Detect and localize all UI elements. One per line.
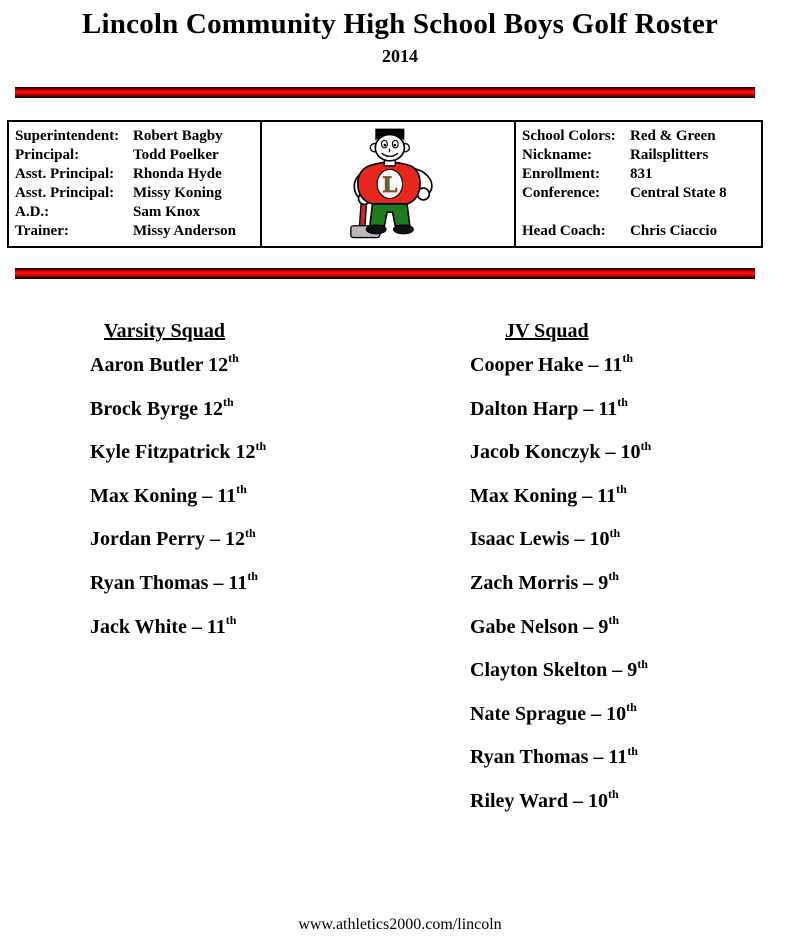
player-entry: [470, 614, 651, 640]
player-name: Dalton Harp – 11: [470, 397, 618, 420]
head-coach-label: Head Coach:: [522, 223, 606, 239]
staff-label: Principal:: [15, 147, 80, 163]
staff-row: [15, 203, 256, 222]
player-name: Clayton Skelton – 9: [470, 659, 638, 682]
player-entry: [90, 483, 266, 509]
player-entry: [470, 526, 651, 552]
red-divider-bar-top: [15, 87, 755, 98]
school-value: Central State 8: [630, 185, 727, 201]
staff-label: Trainer:: [15, 223, 69, 239]
player-name: Aaron Butler 12: [90, 354, 229, 376]
school-info-table: [7, 120, 763, 248]
grade-ordinal: th: [247, 569, 258, 584]
player-name: Gabe Nelson – 9: [470, 615, 609, 638]
staff-row: [15, 184, 256, 203]
player-name: Ryan Thomas – 11: [90, 571, 248, 594]
staff-row: [15, 222, 256, 241]
varsity-squad-title: Varsity Squad: [104, 320, 225, 342]
player-name: Jacob Konczyk – 10: [470, 441, 641, 464]
grade-ordinal: th: [222, 394, 234, 409]
svg-text:L: L: [382, 173, 398, 199]
staff-row: [15, 127, 256, 146]
grade-ordinal: th: [608, 569, 619, 584]
player-entry: [90, 396, 266, 422]
player-entry: [90, 439, 266, 465]
footer-url: www.athletics2000.com/lincoln: [298, 916, 502, 933]
player-entry: [470, 657, 651, 683]
grade-ordinal: th: [225, 612, 237, 627]
player-entry: [470, 439, 651, 465]
school-label: Nickname:: [522, 147, 592, 163]
grade-ordinal: th: [622, 351, 634, 366]
grade-ordinal: th: [236, 482, 247, 497]
grade-ordinal: th: [627, 743, 638, 758]
staff-value: Todd Poelker: [133, 147, 219, 163]
grade-ordinal: th: [637, 656, 648, 671]
school-info-cell: [516, 122, 761, 246]
staff-value: Rhonda Hyde: [133, 166, 222, 182]
staff-value: Missy Koning: [133, 185, 222, 201]
player-name: Zach Morris – 9: [470, 571, 609, 594]
staff-label: Superintendent:: [15, 128, 120, 144]
player-entry: [470, 744, 651, 770]
grade-ordinal: th: [228, 351, 239, 366]
staff-info-cell: [9, 122, 262, 246]
player-name: Brock Byrge 12: [90, 397, 223, 420]
player-name: Jack White – 11: [90, 615, 226, 638]
grade-ordinal: th: [640, 438, 652, 453]
jv-player-list: [470, 352, 651, 832]
school-label: Enrollment:: [522, 166, 601, 182]
player-entry: [90, 526, 266, 552]
grade-ordinal: th: [244, 525, 256, 540]
staff-row: [15, 165, 256, 184]
player-name: Max Koning – 11: [470, 484, 617, 507]
staff-value: Robert Bagby: [133, 128, 223, 144]
staff-label: Asst. Principal:: [15, 166, 115, 182]
school-row: [522, 127, 757, 146]
school-label: School Colors:: [522, 128, 616, 144]
staff-row: [15, 146, 256, 165]
school-row: [522, 165, 757, 184]
grade-ordinal: th: [626, 700, 637, 715]
player-name: Max Koning – 11: [90, 484, 237, 507]
player-entry: [470, 483, 651, 509]
grade-ordinal: th: [607, 787, 619, 802]
grade-ordinal: th: [617, 394, 628, 409]
staff-value: Missy Anderson: [133, 223, 236, 239]
player-name: Nate Sprague – 10: [470, 702, 627, 725]
grade-ordinal: th: [608, 612, 620, 627]
page-year: 2014: [382, 46, 418, 66]
player-entry: [90, 352, 266, 378]
player-entry: [90, 570, 266, 596]
player-name: Riley Ward – 10: [470, 789, 608, 812]
player-name: Isaac Lewis – 10: [470, 528, 610, 551]
school-row: [522, 184, 757, 203]
player-entry: [470, 352, 651, 378]
player-entry: [470, 788, 651, 814]
school-row: [522, 146, 757, 165]
staff-label: Asst. Principal:: [15, 185, 115, 201]
staff-value: Sam Knox: [133, 204, 201, 220]
school-value: Railsplitters: [630, 147, 709, 163]
railsplitter-mascot-icon: [329, 124, 447, 244]
red-divider-bar-bottom: [15, 268, 755, 279]
player-name: Ryan Thomas – 11: [470, 746, 628, 769]
player-entry: [470, 570, 651, 596]
grade-ordinal: th: [255, 438, 267, 453]
player-name: Jordan Perry – 12: [90, 528, 245, 551]
mascot-logo-cell: [262, 122, 516, 246]
player-entry: [470, 396, 651, 422]
page-title: Lincoln Community High School Boys Golf Roster: [82, 8, 718, 40]
varsity-player-list: [90, 352, 266, 657]
head-coach-row: [522, 222, 757, 241]
player-entry: [90, 614, 266, 640]
player-entry: [470, 701, 651, 727]
head-coach-value: Chris Ciaccio: [630, 223, 718, 239]
staff-label: A.D.:: [15, 204, 50, 220]
school-value: 831: [630, 166, 653, 182]
grade-ordinal: th: [616, 482, 627, 497]
player-name: Kyle Fitzpatrick 12: [90, 441, 256, 464]
school-value: Red & Green: [630, 128, 716, 144]
grade-ordinal: th: [609, 525, 621, 540]
player-name: Cooper Hake – 11: [470, 354, 623, 376]
jv-squad-title: JV Squad: [505, 320, 589, 342]
school-label: Conference:: [522, 185, 601, 201]
